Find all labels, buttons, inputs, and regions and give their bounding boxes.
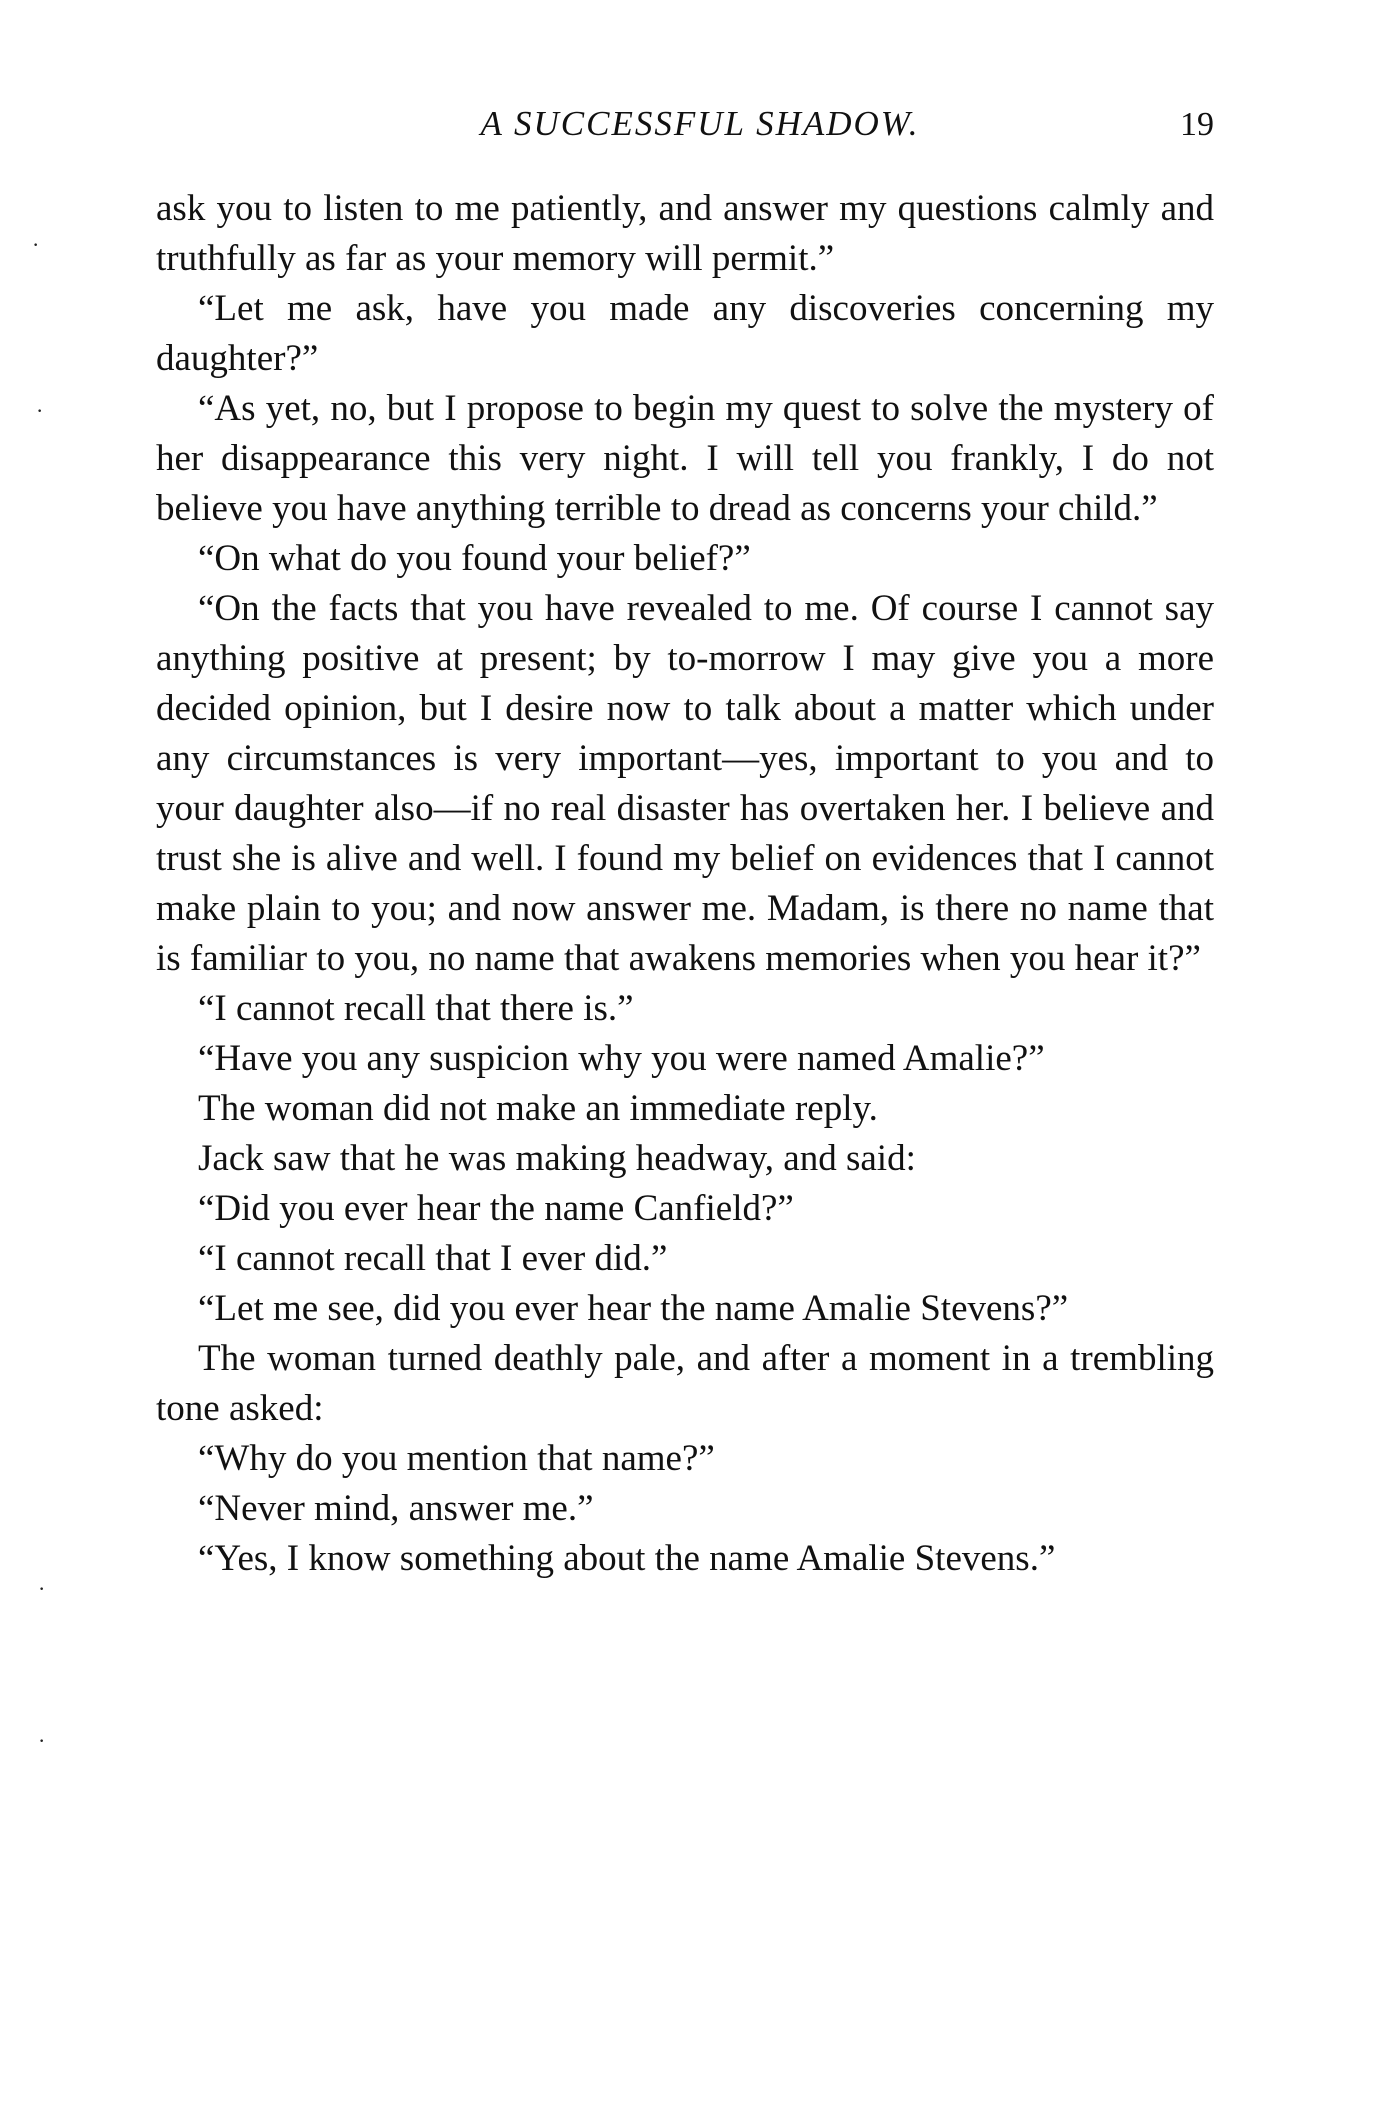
paragraph: “Did you ever hear the name Canfield?” (198, 1188, 794, 1229)
scan-speck: · (38, 1576, 46, 1601)
paragraph: “Why do you mention that name?” (198, 1438, 715, 1479)
scan-speck: · (38, 1728, 46, 1753)
paragraph: “I cannot recall that there is.” (198, 988, 634, 1029)
page-header (156, 104, 1214, 148)
running-title: A SUCCESSFUL SHADOW. (480, 104, 920, 143)
paragraph: “On what do you found your belief?” (198, 538, 751, 579)
paragraph: “As yet, no, but I propose to begin my quest to solve the mystery of her disappearance this very night. I will tell you frankly, I do not believe you have anything terrible to dread as concerns your child.” (156, 388, 1214, 529)
paragraph: ask you to listen to me patiently, and answer my questions calmly and truthfully as far as your memory will permit.” (156, 188, 1214, 279)
paragraph: The woman did not make an immediate reply. (198, 1088, 878, 1129)
paragraph: “I cannot recall that I ever did.” (198, 1238, 668, 1279)
page-number: 19 (1180, 106, 1214, 143)
scan-speck: · (36, 398, 44, 423)
page-body (156, 184, 1214, 1584)
paragraph: “Have you any suspicion why you were named Amalie?” (198, 1038, 1045, 1079)
paragraph: “On the facts that you have revealed to me. Of course I cannot say anything positive at present; by to-morrow I may give you a more decided opinion, but I desire now to talk about a matter which under any circumstances is very important—yes, important to you and to your daughter also—if no real disaster has overtaken her. I believe and trust she is alive and well. I found my belief on evidences that I cannot make plain to you; and now answer me. Madam, is there no name that is familiar to you, no name that awakens memories when you hear it?” (156, 588, 1214, 979)
paragraph: “Let me see, did you ever hear the name Amalie Stevens?” (198, 1288, 1069, 1329)
paragraph: “Let me ask, have you made any discoveries concerning my daughter?” (156, 288, 1214, 379)
scan-speck: · (32, 232, 40, 257)
paragraph: The woman turned deathly pale, and after a moment in a trembling tone asked: (156, 1338, 1214, 1429)
paragraph: “Yes, I know something about the name Amalie Stevens.” (198, 1538, 1056, 1579)
paragraph: Jack saw that he was making headway, and said: (198, 1138, 916, 1179)
paragraph: “Never mind, answer me.” (198, 1488, 594, 1529)
